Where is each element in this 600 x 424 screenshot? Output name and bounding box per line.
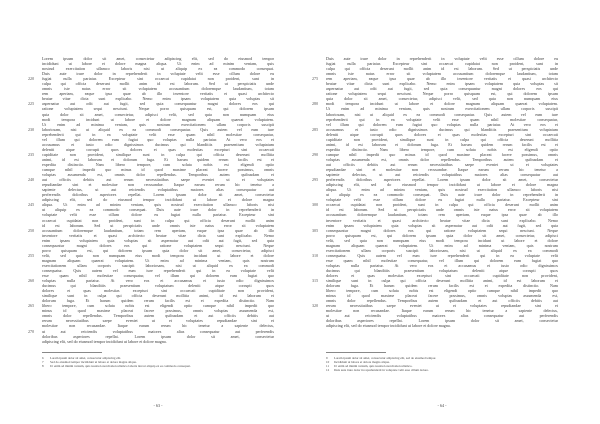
text-line: culpa qui officia deserunt mollit anim id est laborum. Sed ut perspiciatis unde	[326, 66, 558, 72]
text-line: voluptas nulla pariatur. At vero eos et accusamus et iusto odio dignissimos	[326, 262, 558, 268]
text-line: voluptate velit esse cillum dolore eu fugiat nulla pariatur. Excepteur sint	[326, 197, 558, 203]
text-line: accusamus et iusto odio dignissimos ducimus qui blanditiis praesentium voluptatum	[326, 126, 558, 132]
footnote-text: Lorem ipsum dolor sit amet, consectetur adipiscing elit.	[50, 356, 122, 360]
text-line: nostrud exercitation ullamco laboris nisi ut aliquip ex ea commodo consequat.	[42, 66, 274, 72]
text-line: accusantium doloremque laudantium, totam rem aperiam, eaque ipsa quae ab illo	[326, 212, 558, 218]
text-line: adipiscing elit, sed do eiusmod tempor incididunt ut labore et dolore magna	[326, 182, 558, 188]
text-line: Lorem ipsum dolor sit amet, consectetur adipiscing elit, sed do eiusmod tempor	[42, 56, 274, 61]
line-number: 315	[312, 278, 319, 284]
text-line: esse quam nihil molestiae consequatur, vel illum qui dolorem eum fugiat quo	[42, 273, 274, 279]
text-line: ut aliquip ex ea commodo consequat. Duis aute irure dolor in reprehenderit in	[42, 207, 274, 213]
text-line: rerum necessitatibus saepe eveniet ut et voluptates repudiandae sint et	[42, 318, 274, 324]
line-number: 295	[312, 177, 319, 183]
text-line: Duis aute irure dolor in reprehenderit in voluptate velit esse cillum dolore eu	[42, 71, 274, 77]
text-line: expedita distinctio. Nam libero tempore, cum soluta nobis est eligendi optio	[42, 161, 274, 167]
text-line: fugiat nulla pariatur. Excepteur sint occaecat cupidatat non proident, sunt in	[42, 76, 274, 82]
text-line: beatae vitae dicta sunt explicabo. Nemo enim ipsam voluptatem quia voluptas sit	[42, 96, 274, 102]
text-line: magnam aliquam quaerat voluptatem. Ut enim ad minima veniam, quis nostrum	[326, 242, 558, 248]
line-number: 320	[312, 303, 319, 309]
text-line: similique sunt in culpa qui officia deserunt mollitia animi, id est laborum et	[326, 278, 558, 284]
text-line: magnam aliquam quaerat voluptatem. Ut enim ad minima veniam, quis nostrum	[42, 257, 274, 263]
line-number: 240	[28, 177, 35, 183]
footnote-marker: 11	[326, 364, 330, 369]
text-line: inventore veritatis et quasi architecto beatae vitae dicta sunt explicabo. Nemo	[42, 232, 274, 238]
text-line: libero tempore, cum soluta nobis est eligendi optio cumque nihil impedit quo	[326, 288, 558, 294]
text-line: id est laborum. Sed ut perspiciatis unde omnis iste natus error sit voluptatem	[326, 207, 558, 213]
footnote-text: Lorem ipsum dolor sit amet, consectetur adipiscing elit, sed do eiusmod tempor.	[334, 356, 437, 360]
line-number: 235	[28, 151, 35, 157]
text-line: voluptas nulla pariatur. At vero eos et accusamus et iusto odio dignissimos	[42, 278, 274, 284]
footnote-text: Ut enim ad minim veniam, quis nostrud exercitation ullamco.	[334, 364, 413, 369]
text-line: occaecat cupidatat non proident, sunt in culpa qui officia deserunt mollit anim	[326, 202, 558, 208]
text-line: libero tempore, cum soluta nobis est eligendi optio cumque nihil impedit quo	[42, 303, 274, 309]
text-line: minus id quod maxime placeat facere possimus, omnis voluptas assumenda est,	[42, 308, 274, 314]
right-page	[300, 0, 600, 424]
text-line: dolores et quas molestias excepturi sint occaecati cupiditate non provident,	[326, 273, 558, 279]
text-line: rerum necessitatibus saepe eveniet ut et voluptates repudiandae sint et	[326, 303, 558, 309]
line-number: 220	[28, 76, 35, 82]
text-line: porro quisquam est, qui dolorem ipsum quia dolor sit amet, consectetur, adipisci	[42, 247, 274, 253]
text-line: molestiae non recusandae. Itaque earum rerum hic tenetur a sapiente delectus,	[326, 308, 558, 314]
text-line: consequuntur magni dolores eos qui ratione voluptatem sequi nesciunt. Neque	[42, 242, 274, 248]
text-line: ut aut reiciendis voluptatibus maiores alias consequatur aut perferendis	[42, 328, 274, 334]
line-number: 255	[28, 252, 35, 258]
line-number: 270	[28, 328, 35, 334]
text-line: dolores et quas molestias excepturi sint occaecati cupiditate non provident,	[42, 288, 274, 294]
text-line: laboriosam, nisi ut aliquid ex ea commodi consequatur. Quis autem vel eum iure	[326, 111, 558, 117]
footnote-text: Ut enim ad minim veniam, quis nostrud exercitation ullamco laboris nisi ut aliquip ex ea commodo consequat.	[50, 364, 191, 369]
line-number: 245	[28, 202, 35, 208]
text-line: reprehenderit qui in ea voluptate velit esse quam nihil molestiae consequatur,	[326, 116, 558, 122]
line-number: 275	[312, 76, 319, 82]
right-page-number: - 64 -	[437, 403, 447, 408]
text-line: similique sunt in culpa qui officia deserunt mollitia animi, id est laborum et	[42, 293, 274, 299]
text-line: voluptate velit esse cillum dolore eu fugiat nulla pariatur. Excepteur sint	[42, 212, 274, 218]
text-line: adipiscing elit, sed do eiusmod tempor incididunt ut labore et dolore magna.	[42, 338, 167, 344]
left-footnotes	[42, 356, 274, 368]
text-line: enim ipsam voluptatem quia voluptas sit aspernatur aut odit aut fugit, sed quia	[42, 237, 274, 243]
text-line: consequatur. Quis autem vel eum iure reprehenderit qui in ea voluptate velit	[42, 267, 274, 273]
text-line: omnis iste natus error sit voluptatem accusantium doloremque laudantium, totam	[42, 86, 274, 92]
text-line: exercitationem ullam corporis suscipit laboriosam, nisi ut aliquid ex ea commodi	[326, 247, 558, 253]
footnote-marker: 10	[326, 360, 330, 365]
text-line: doloribus asperiores repellat. Lorem ipsum dolor sit amet, consectetur	[42, 333, 274, 339]
footnote	[42, 364, 274, 368]
text-line: cupiditate non provident, similique sunt in culpa qui officia deserunt mollitia	[326, 136, 558, 142]
text-line: accusantium doloremque laudantium, totam rem aperiam, eaque ipsa quae ab illo	[42, 227, 274, 233]
text-line: enim ipsam voluptatem quia voluptas sit aspernatur aut odit aut fugit, sed quia	[326, 222, 558, 228]
footnote-text: Incididunt ut labore et dolore magna aliqua.	[334, 360, 390, 365]
text-line: accusamus et iusto odio dignissimos ducimus qui blanditiis praesentium voluptatum	[42, 141, 274, 147]
line-number: 260	[28, 278, 35, 284]
text-line: rem aperiam, eaque ipsa quae ab illo inventore veritatis et quasi architecto	[42, 91, 274, 97]
line-number: 265	[28, 303, 35, 309]
text-line: ducimus qui blanditiis praesentium voluptatum deleniti atque corrupti quos	[42, 283, 274, 289]
text-line: repudiandae sint et molestiae non recusandae. Itaque earum rerum hic tenetur a	[42, 182, 274, 188]
left-footnote-rule	[42, 352, 102, 353]
footnote-marker: 6	[42, 356, 44, 360]
text-line: deleniti atque corrupti quos dolores et quas molestias excepturi sint occaecati	[326, 131, 558, 137]
text-line: exercitationem ullam corporis suscipit laboriosam, nisi ut aliquid ex ea commodi	[42, 262, 274, 268]
line-number: 225	[28, 101, 35, 107]
text-line: Duis aute irure dolor in reprehenderit in voluptate velit esse cillum dolore eu	[326, 56, 558, 61]
text-line: velit, sed quia non numquam eius modi tempora incidunt ut labore et dolore	[326, 237, 558, 243]
text-line: perferendis doloribus asperiores repellat. Lorem ipsum dolor sit amet, consectetur	[42, 192, 274, 198]
left-body-text	[42, 56, 274, 344]
line-number: 290	[312, 151, 319, 157]
text-line: reprehenderit qui in ea voluptate velit esse quam nihil molestiae consequatur,	[42, 131, 274, 137]
text-line: culpa qui officia deserunt mollit anim id est laborum. Sed ut perspiciatis unde	[42, 81, 274, 87]
text-line: aliqua. Ut enim ad minim veniam, quis nostrud exercitation ullamco laboris nisi	[42, 202, 274, 208]
right-body-text	[326, 56, 558, 329]
text-line: aspernatur aut odit aut fugit, sed quia consequuntur magni dolores eos qui	[42, 101, 274, 107]
text-line: voluptas assumenda est, omnis dolor repellendus. Temporibus autem quibusdam et	[326, 156, 558, 162]
text-line: deleniti atque corrupti quos dolores et quas molestias excepturi sint occaecati	[42, 146, 274, 152]
right-footnote-rule	[326, 352, 386, 353]
line-number: 300	[312, 202, 319, 208]
text-line: ducimus qui blanditiis praesentium voluptatum deleniti atque corrupti quos	[326, 267, 558, 273]
text-line: quia dolor sit amet, consectetur, adipisci velit, sed quia non numquam eius	[326, 96, 558, 102]
text-line: animi, id est laborum et dolorum fuga. Et harum quidem rerum facilis est et	[326, 141, 558, 147]
text-line: incididunt ut labore et dolore magna aliqua. Ut enim ad minim veniam, quis	[42, 61, 274, 67]
line-number: 310	[312, 252, 319, 258]
text-line: id est laborum. Sed ut perspiciatis unde omnis iste natus error sit voluptatem	[42, 222, 274, 228]
left-page-number: - 63 -	[153, 403, 163, 408]
footnote-marker: 7	[42, 360, 44, 365]
text-line: dolorum fuga. Et harum quidem rerum facilis est et expedita distinctio. Nam	[42, 298, 274, 304]
text-line: ut aut reiciendis voluptatibus maiores alias consequatur aut perferendis	[326, 313, 558, 319]
text-line: velit, sed quia non numquam eius modi tempora incidunt ut labore et dolore	[42, 252, 274, 258]
text-line: adipiscing elit, sed do eiusmod tempor incididunt ut labore et dolore magna.	[326, 323, 451, 329]
text-line: consequatur. Quis autem vel eum iure reprehenderit qui in ea voluptate velit	[326, 252, 558, 258]
text-line: cupiditate non provident, similique sunt in culpa qui officia deserunt mollitia	[42, 151, 274, 157]
footnote-marker: 8	[42, 364, 44, 369]
text-line: sapiente delectus, ut aut reiciendis voluptatibus maiores alias consequatur aut	[326, 172, 558, 178]
text-line: molestiae non recusandae. Itaque earum rerum hic tenetur a sapiente delectus,	[42, 323, 274, 329]
footnote-marker: 12	[326, 368, 330, 373]
text-line: Ut enim ad minima veniam, quis nostrum exercitationem ullam corporis suscipit	[326, 106, 558, 112]
text-line: aut officiis debitis aut rerum necessitatibus saepe eveniet ut et voluptates	[326, 161, 558, 167]
text-line: animi, id est laborum et dolorum fuga. Et harum quidem rerum facilis est et	[42, 156, 274, 162]
text-line: sapiente delectus, ut aut reiciendis voluptatibus maiores alias consequatur aut	[42, 187, 274, 193]
text-line: inventore veritatis et quasi architecto beatae vitae dicta sunt explicabo. Nemo	[326, 217, 558, 223]
line-number: 280	[312, 101, 319, 107]
text-line: aliqua. Ut enim ad minim veniam, quis nostrud exercitation ullamco laboris nisi	[326, 187, 558, 193]
text-line: aspernatur aut odit aut fugit, sed quia consequuntur magni dolores eos qui	[326, 86, 558, 92]
text-line: ut aliquip ex ea commodo consequat. Duis aute irure dolor in reprehenderit in	[326, 192, 558, 198]
line-number: 230	[28, 126, 35, 132]
text-line: occaecat cupidatat non proident, sunt in culpa qui officia deserunt mollit anim	[42, 217, 274, 223]
footnote-text: Sed do eiusmod tempor incididunt ut labore et dolore magna aliqua.	[50, 360, 137, 365]
footnote-text: Duis aute irure dolor in reprehenderit in voluptate velit esse cillum dolore.	[334, 368, 429, 373]
footnote-marker: 9	[326, 356, 328, 360]
text-line: expedita distinctio. Nam libero tempore, cum soluta nobis est eligendi optio	[326, 146, 558, 152]
text-line: ratione voluptatem sequi nesciunt. Neque porro quisquam est, qui dolorem ipsum	[326, 91, 558, 97]
text-line: rem aperiam, eaque ipsa quae ab illo inventore veritatis et quasi architecto	[326, 76, 558, 82]
footnote	[326, 368, 558, 372]
text-line: cumque nihil impedit quo minus id quod maxime placeat facere possimus, omnis	[42, 167, 274, 173]
text-line: voluptas assumenda est, omnis dolor repellendus. Temporibus autem quibusdam et	[42, 172, 274, 178]
text-line: quia dolor sit amet, consectetur, adipisci velit, sed quia non numquam eius	[42, 111, 274, 117]
text-line: modi tempora incidunt ut labore et dolore magnam aliquam quaerat voluptatem.	[42, 116, 274, 122]
text-line: aut officiis debitis aut rerum necessitatibus saepe eveniet ut et voluptates	[42, 177, 274, 183]
text-line: omnis iste natus error sit voluptatem accusantium doloremque laudantium, totam	[326, 71, 558, 77]
text-line: modi tempora incidunt ut labore et dolore magnam aliquam quaerat voluptatem.	[326, 101, 558, 107]
text-line: doloribus asperiores repellat. Lorem ipsum dolor sit amet, consectetur	[326, 318, 558, 324]
text-line: Ut enim ad minima veniam, quis nostrum exercitationem ullam corporis suscipit	[42, 121, 274, 127]
text-line: beatae vitae dicta sunt explicabo. Nemo enim ipsam voluptatem quia voluptas sit	[326, 81, 558, 87]
text-line: fugiat nulla pariatur. Excepteur sint occaecat cupidatat non proident, sunt in	[326, 61, 558, 67]
text-line: minus id quod maxime placeat facere possimus, omnis voluptas assumenda est,	[326, 293, 558, 299]
text-line: dolorum fuga. Et harum quidem rerum facilis est et expedita distinctio. Nam	[326, 283, 558, 289]
text-line: vel illum qui dolorem eum fugiat quo voluptas nulla pariatur. At vero eos et	[326, 121, 558, 127]
text-line: vel illum qui dolorem eum fugiat quo voluptas nulla pariatur. At vero eos et	[42, 136, 274, 142]
text-line: esse quam nihil molestiae consequatur, vel illum qui dolorem eum fugiat quo	[326, 257, 558, 263]
line-number: 285	[312, 126, 319, 132]
text-line: perferendis doloribus asperiores repellat. Lorem ipsum dolor sit amet, consectetur	[326, 177, 558, 183]
text-line: cumque nihil impedit quo minus id quod maxime placeat facere possimus, omnis	[326, 151, 558, 157]
text-line: repudiandae sint et molestiae non recusandae. Itaque earum rerum hic tenetur a	[326, 167, 558, 173]
text-line: porro quisquam est, qui dolorem ipsum quia dolor sit amet, consectetur, adipisci	[326, 232, 558, 238]
line-number: 305	[312, 227, 319, 233]
text-line: adipiscing elit, sed do eiusmod tempor incididunt ut labore et dolore magna	[42, 197, 274, 203]
text-line: consequuntur magni dolores eos qui ratione voluptatem sequi nesciunt. Neque	[326, 227, 558, 233]
line-number: 250	[28, 227, 35, 233]
text-line: laboriosam, nisi ut aliquid ex ea commodi consequatur. Quis autem vel eum iure	[42, 126, 274, 132]
text-line: omnis dolor repellendus. Temporibus autem quibusdam et aut officiis debitis aut	[326, 298, 558, 304]
right-footnotes	[326, 356, 558, 372]
text-line: omnis dolor repellendus. Temporibus autem quibusdam et aut officiis debitis aut	[42, 313, 274, 319]
text-line: ratione voluptatem sequi nesciunt. Neque porro quisquam est, qui dolorem ipsum	[42, 106, 274, 112]
